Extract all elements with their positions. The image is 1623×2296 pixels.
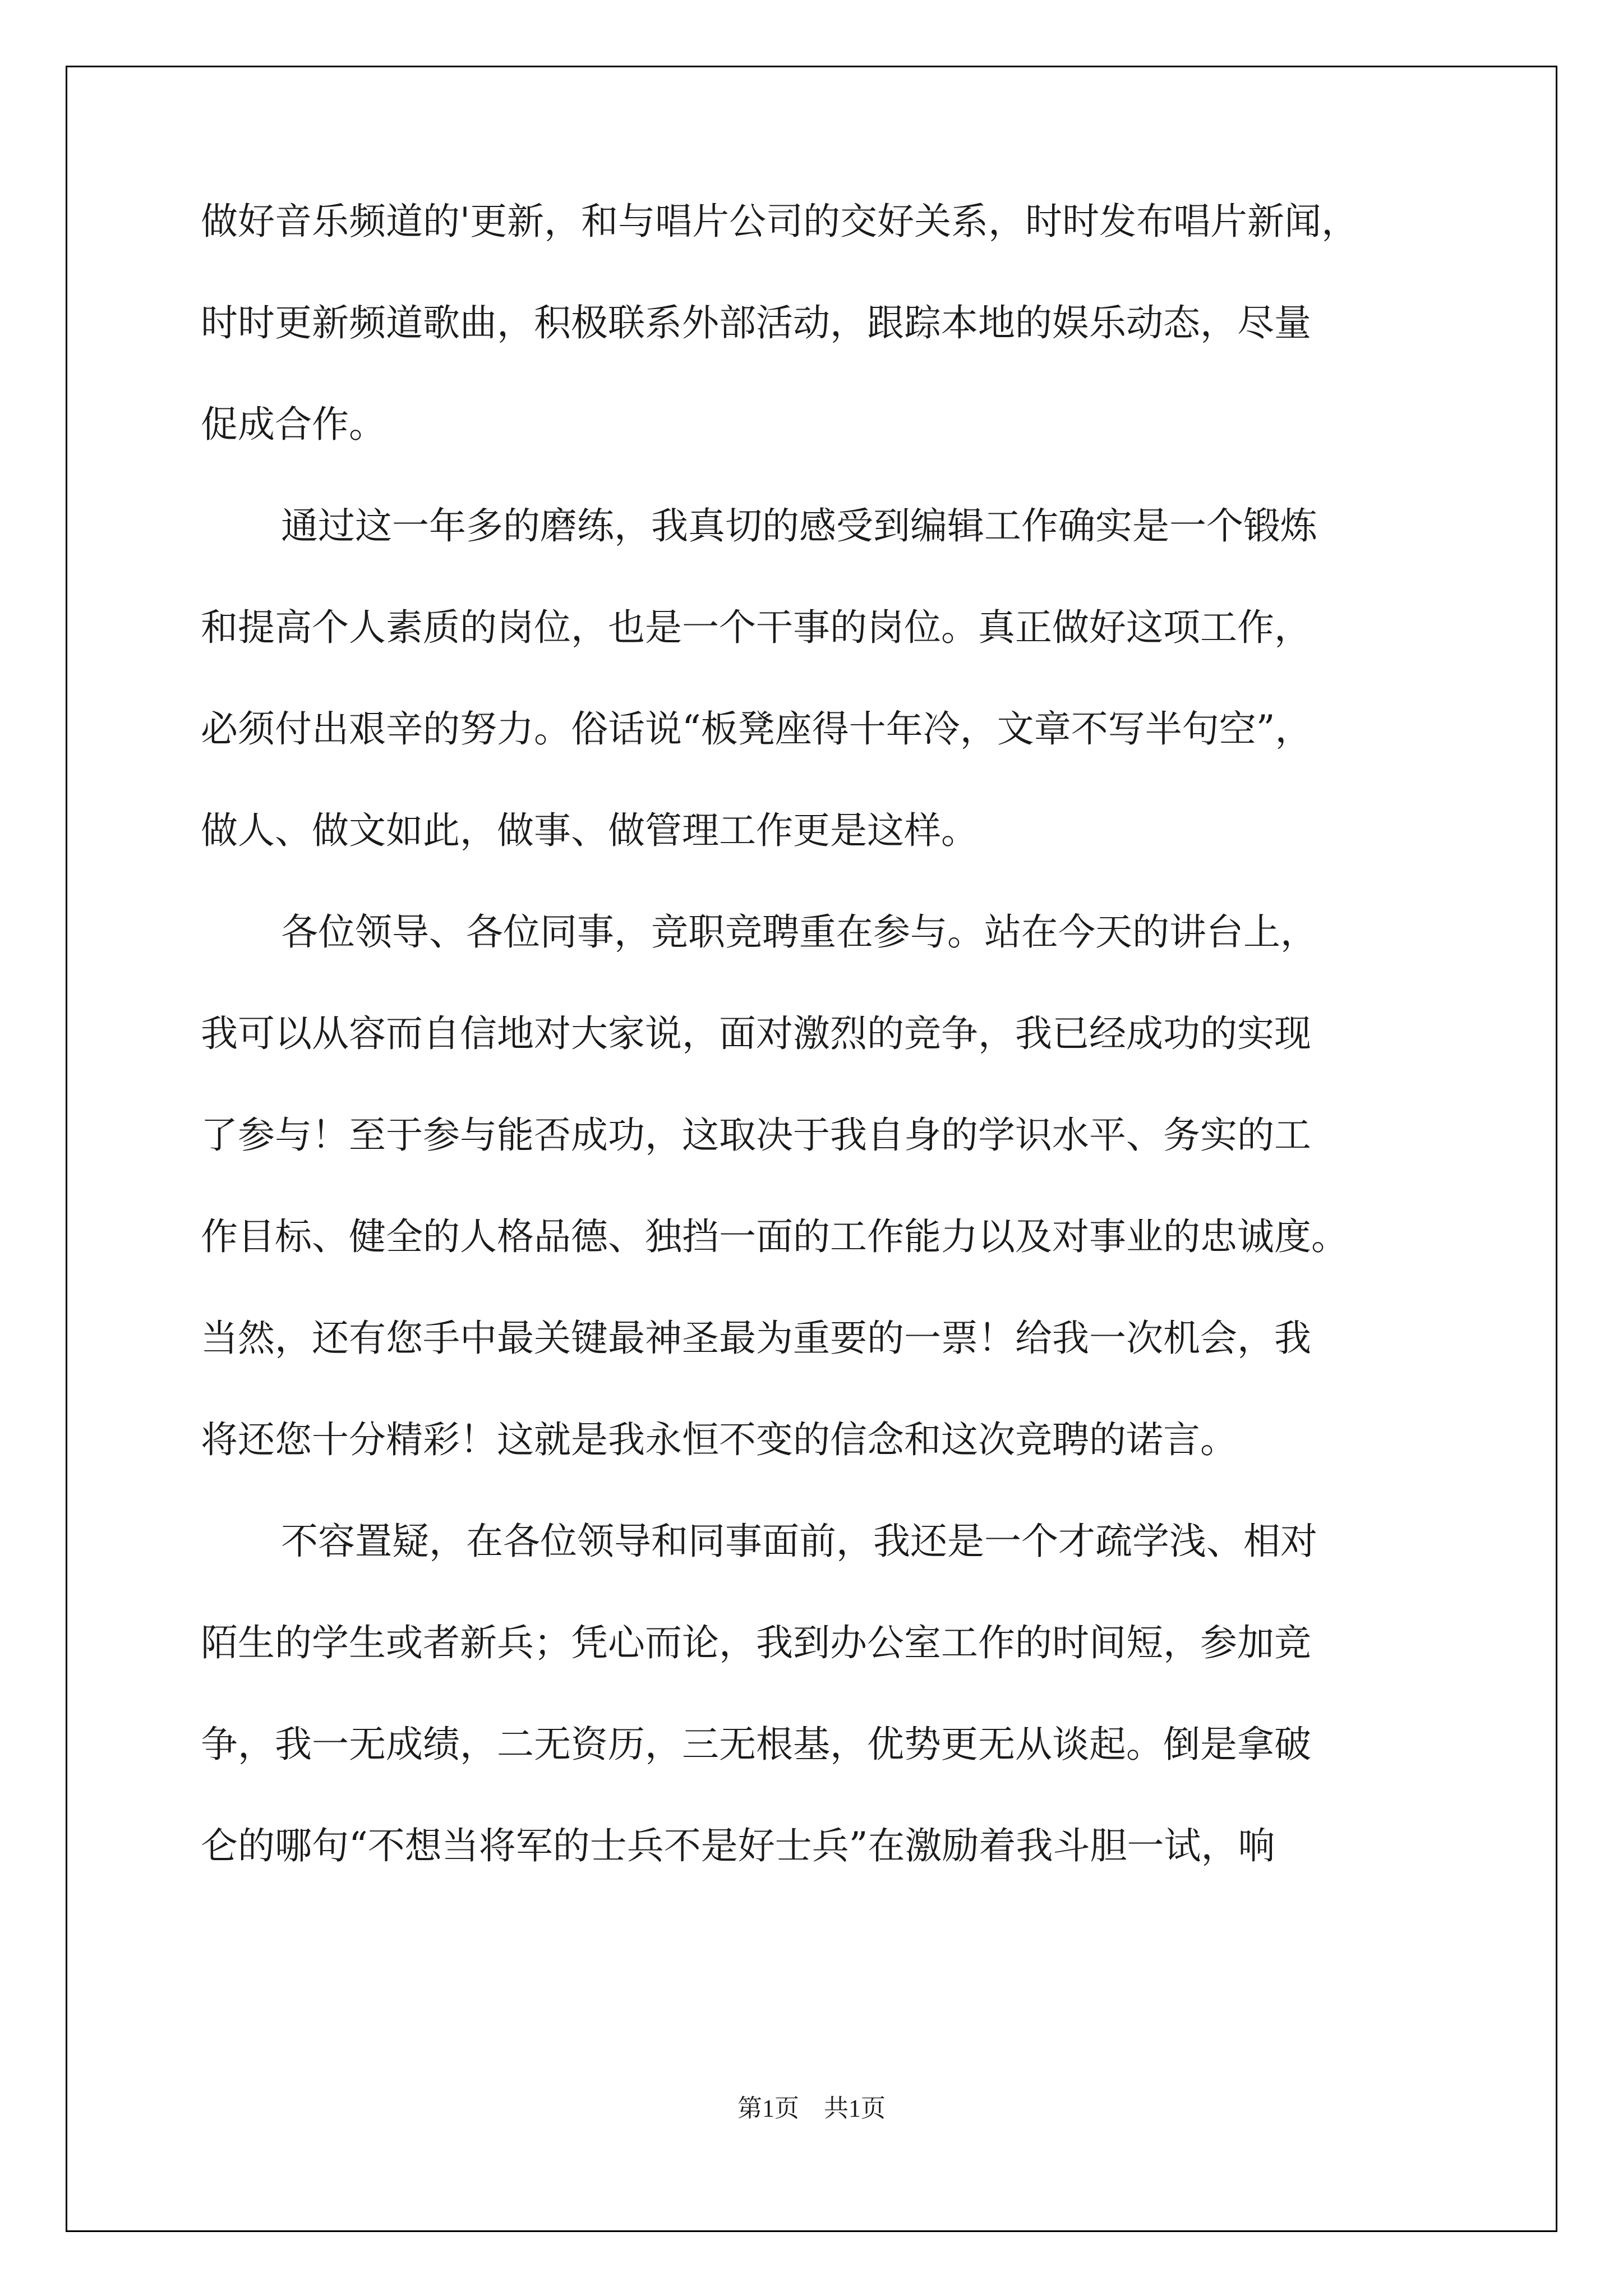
text-line: 做好音乐频道的'更新，和与唱片公司的交好关系，时时发布唱片新闻， [201,200,1359,243]
text-line-indented: 通过这一年多的磨练，我真切的感受到编辑工作确实是一个锻炼 [281,504,1317,547]
text-line: 和提高个人素质的岗位，也是一个干事的岗位。真正做好这项工作， [201,606,1311,649]
text-line: 做人、做文如此，做事、做管理工作更是这样。 [201,809,978,852]
text-line: 时时更新频道歌曲，积极联系外部活动，跟踪本地的娱乐动态，尽量 [201,301,1311,344]
text-line-indented: 不容置疑，在各位领导和同事面前，我还是一个才疏学浅、相对 [281,1520,1317,1563]
text-line: 作目标、健全的人格品德、独挡一面的工作能力以及对事业的忠诚度。 [201,1215,1348,1258]
text-line: 我可以从容而自信地对大家说，面对激烈的竞争，我已经成功的实现 [201,1012,1311,1055]
text-line-indented: 各位领导、各位同事，竞职竞聘重在参与。站在今天的讲台上， [281,910,1317,954]
text-line: 将还您十分精彩！这就是我永恒不变的信念和这次竞聘的诺言。 [201,1418,1237,1461]
text-line: 当然，还有您手中最关键最神圣最为重要的一票！给我一次机会，我 [201,1317,1311,1360]
text-line: 必须付出艰辛的努力。俗话说“板凳座得十年冷，文章不写半句空”， [201,707,1312,751]
text-line: 争，我一无成绩，二无资历，三无根基，优势更无从谈起。倒是拿破 [201,1723,1311,1766]
text-line: 了参与！至于参与能否成功，这取决于我自身的学识水平、务实的工 [201,1114,1311,1157]
text-line: 仑的哪句“不想当将军的士兵不是好士兵”在激励着我斗胆一试，响 [201,1824,1275,1867]
page-footer: 第1页 共1页 [737,2095,886,2122]
text-line: 促成合作。 [201,403,386,446]
text-line: 陌生的学生或者新兵；凭心而论，我到办公室工作的时间短，参加竞 [201,1621,1311,1664]
document-body [201,200,1435,1929]
